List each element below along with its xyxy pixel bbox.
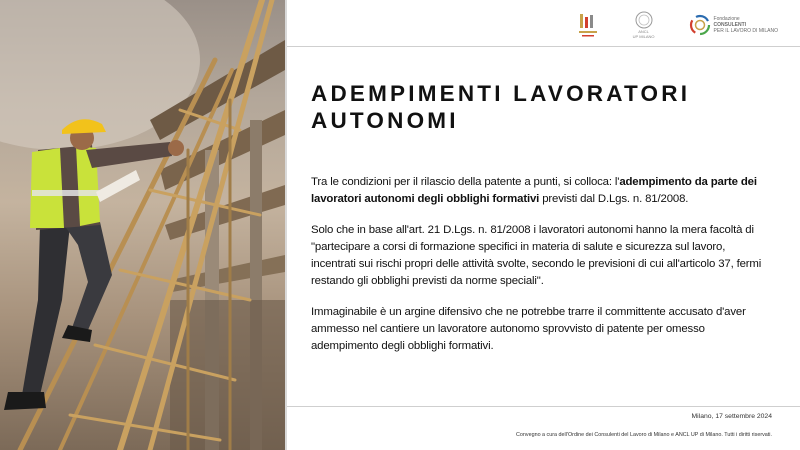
slide-body [311, 174, 771, 369]
ancl-seal-icon [635, 11, 653, 29]
header-rule [287, 46, 800, 47]
footer-credits: Convegno a cura dell'Ordine dei Consulenti del Lavoro di Milano e ANCL UP di Milano. Tutti i diritti riservati. [515, 432, 772, 438]
fondazione-line2: CONSULENTI [713, 22, 747, 28]
footer-rule [287, 406, 800, 407]
ancl-label: ANCL [638, 29, 649, 34]
worker-figure [4, 119, 184, 410]
slide-content [287, 0, 800, 450]
fondazione-swirl-icon [689, 14, 711, 36]
footer-date: Milano, 17 settembre 2024 [691, 413, 772, 420]
paragraph-1-text-a: Tra le condizioni per il rilascio della patente a punti, si colloca: l' [311, 176, 620, 188]
photo-illustration [0, 0, 285, 450]
paragraph-1 [311, 174, 771, 208]
paragraph-3: Immaginabile è un argine difensivo che ne potrebbe trarre il committente accusato d'aver ammesso nel cantiere un lavoratore autonomo sprovvisto di patente per omesso adempimento degli obblighi formativi. [311, 306, 746, 352]
ancl-logo [633, 11, 655, 39]
paragraph-1-text-b: previsti dal D.Lgs. n. 81/2008. [539, 193, 689, 205]
logo-bar [577, 9, 778, 41]
ancl-sublabel: UP MILANO [632, 34, 655, 39]
paragraph-2: Solo che in base all'art. 21 D.Lgs. n. 81/2008 i lavoratori autonomi hanno la mera facoltà di "partecipare a corsi di formazione specifici in materia di salute e sicurezza sul lavoro, incentrati sui rischi propri delle attività svolte, secondo le previsioni di cui all'articolo 37, fermi restando gli obblighi previsti da norme speciali". [311, 224, 762, 287]
fondazione-line3: PER IL LAVORO DI MILANO [713, 28, 778, 34]
ordine-consulenti-logo [577, 12, 599, 38]
slide-title: ADEMPIMENTI LAVORATORI AUTONOMI [311, 81, 691, 133]
fondazione-logo [689, 14, 778, 36]
construction-worker-photo [0, 0, 285, 450]
ordine-mark-icon [577, 12, 599, 38]
fondazione-line1: Fondazione [713, 16, 740, 22]
paragraph-1-emphasis: adempimento da parte dei lavoratori autonomi degli obblighi formativi [311, 176, 757, 205]
